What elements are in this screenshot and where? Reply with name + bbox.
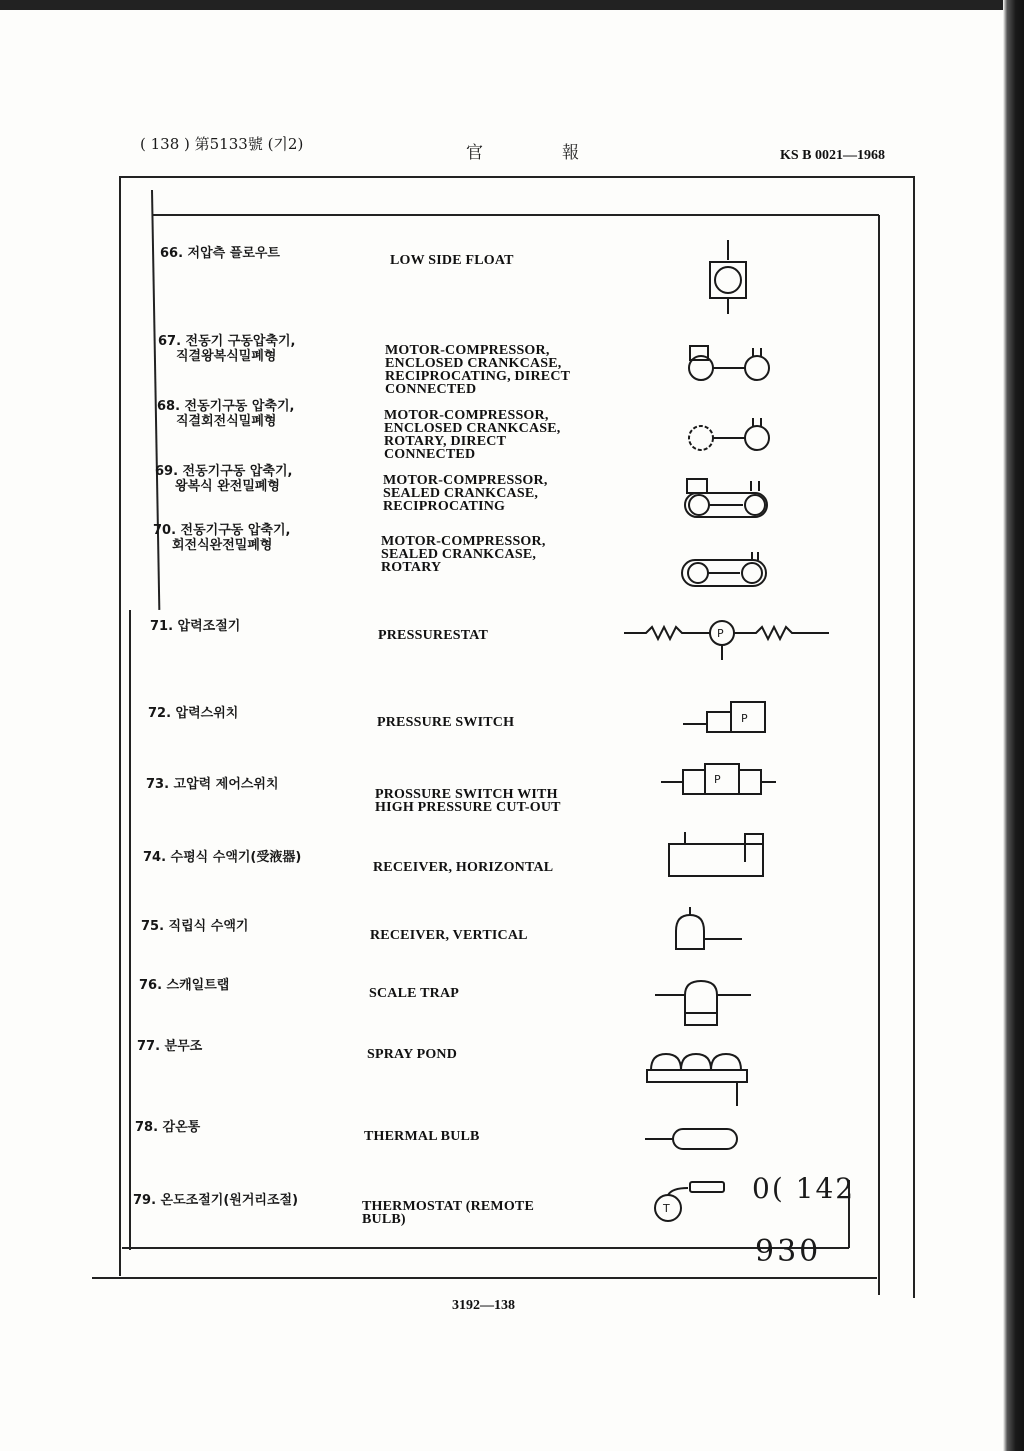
motor-compressor-enclosed-rotary-symbol (685, 414, 775, 460)
item-69-english-line-2: SEALED CRANKCASE, (383, 486, 539, 501)
item-73-english-line-2: HIGH PRESSURE CUT-OUT (375, 800, 561, 815)
item-77-label: 77. 분무조 (137, 1039, 203, 1054)
item-79-english-line-1: THERMOSTAT (REMOTE (362, 1199, 535, 1214)
item-67-english-line-3: RECIPROCATING, DIRECT (385, 369, 571, 384)
item-68-english-line-2: ENCLOSED CRANKCASE, (384, 421, 561, 436)
low-side-float-symbol (700, 240, 760, 320)
table-top-rule (152, 214, 879, 216)
item-78-english-line-1: THERMAL BULB (364, 1129, 480, 1144)
scan-right-edge (1003, 0, 1024, 1451)
item-69-label: 69. 전동기구동 압축기, (155, 464, 293, 479)
item-70-label-line-2: 회전식완전밀폐형 (172, 538, 273, 553)
item-68-label-line-2: 직결회전식밀폐형 (176, 414, 277, 429)
item-70-label: 70. 전동기구동 압축기, (153, 523, 291, 538)
table-bottom-rule (122, 1247, 849, 1249)
item-75-label: 75. 직립식 수액기 (141, 919, 249, 934)
item-75-english-line-1: RECEIVER, VERTICAL (370, 928, 528, 943)
item-68-english-line-4: CONNECTED (384, 447, 476, 462)
item-67-english-line-1: MOTOR-COMPRESSOR, (385, 343, 550, 358)
table-right-rule (878, 215, 880, 1295)
document-stamp-bottom: 930 (755, 1234, 822, 1269)
motor-compressor-sealed-reciprocating-symbol (683, 475, 773, 525)
item-71-english-line-1: PRESSURESTAT (378, 628, 489, 643)
document-stamp-top: 0( 142 (752, 1172, 856, 1205)
motor-compressor-sealed-rotary-symbol (680, 550, 770, 590)
item-69-english-line-3: RECIPROCATING (383, 499, 506, 514)
receiver-vertical-symbol (670, 905, 750, 955)
svg-text:P: P (741, 712, 748, 725)
footer-page-number: 3192—138 (452, 1298, 515, 1313)
item-74-label: 74. 수평식 수액기(受液器) (143, 850, 302, 865)
item-68-english-line-3: ROTARY, DIRECT (384, 434, 507, 449)
item-76-english-line-1: SCALE TRAP (369, 986, 460, 1001)
item-76-label: 76. 스캐일트랩 (139, 978, 230, 993)
outer-left-rule (119, 176, 121, 1276)
item-70-english-line-1: MOTOR-COMPRESSOR, (381, 534, 546, 549)
pressure-switch-symbol (683, 698, 783, 738)
high-pressure-cutout-switch-symbol (661, 762, 781, 798)
item-66-english-line-1: LOW SIDE FLOAT (390, 253, 514, 268)
item-79-english-line-2: BULB) (362, 1212, 406, 1227)
thermal-bulb-symbol (645, 1125, 745, 1155)
header-rule (120, 176, 915, 178)
item-69-english-line-1: MOTOR-COMPRESSOR, (383, 473, 548, 488)
svg-text:T: T (663, 1202, 670, 1215)
item-70-english-line-3: ROTARY (381, 560, 442, 575)
motor-compressor-enclosed-reciprocating-symbol (685, 340, 775, 390)
item-72-label: 72. 압력스위치 (148, 706, 239, 721)
item-73-label: 73. 고압력 제어스위치 (146, 777, 279, 792)
svg-text:P: P (714, 773, 721, 786)
item-71-label: 71. 압력조절기 (150, 619, 241, 634)
svg-text:P: P (717, 627, 724, 640)
gazette-title-left: 官 (466, 143, 483, 163)
outer-right-rule (913, 176, 915, 1298)
item-79-label: 79. 온도조절기(원거리조절) (133, 1193, 299, 1208)
item-78-label: 78. 감온통 (135, 1120, 201, 1135)
item-73-english-line-1: PROSSURE SWITCH WITH (375, 787, 558, 802)
item-77-english-line-1: SPRAY POND (367, 1047, 458, 1062)
item-67-english-line-2: ENCLOSED CRANKCASE, (385, 356, 562, 371)
gazette-title-right: 報 (562, 143, 579, 163)
item-68-english-line-1: MOTOR-COMPRESSOR, (384, 408, 549, 423)
table-left-rule-lower (129, 610, 131, 1250)
page-info: ( 138 ) 第5133號 (기2) (140, 135, 304, 153)
item-72-english-line-1: PRESSURE SWITCH (377, 715, 515, 730)
item-74-english-line-1: RECEIVER, HORIZONTAL (373, 860, 554, 875)
item-67-label: 67. 전동기 구동압축기, (158, 334, 296, 349)
outer-bottom-rule (92, 1277, 877, 1279)
spray-pond-symbol (645, 1050, 750, 1110)
thermostat-remote-bulb-symbol (650, 1176, 750, 1226)
pressurestat-symbol (624, 616, 834, 666)
item-67-label-line-2: 직결왕복식밀폐형 (176, 349, 277, 364)
item-69-label-line-2: 왕복식 완전밀폐형 (175, 479, 280, 494)
item-68-label: 68. 전동기구동 압축기, (157, 399, 295, 414)
item-70-english-line-2: SEALED CRANKCASE, (381, 547, 537, 562)
item-67-english-line-4: CONNECTED (385, 382, 477, 397)
scan-top-edge (0, 0, 1024, 10)
standard-code: KS B 0021—1968 (780, 148, 886, 163)
item-66-label: 66. 저압측 플로우트 (160, 246, 280, 261)
scale-trap-symbol (655, 975, 755, 1030)
receiver-horizontal-symbol (665, 830, 775, 880)
